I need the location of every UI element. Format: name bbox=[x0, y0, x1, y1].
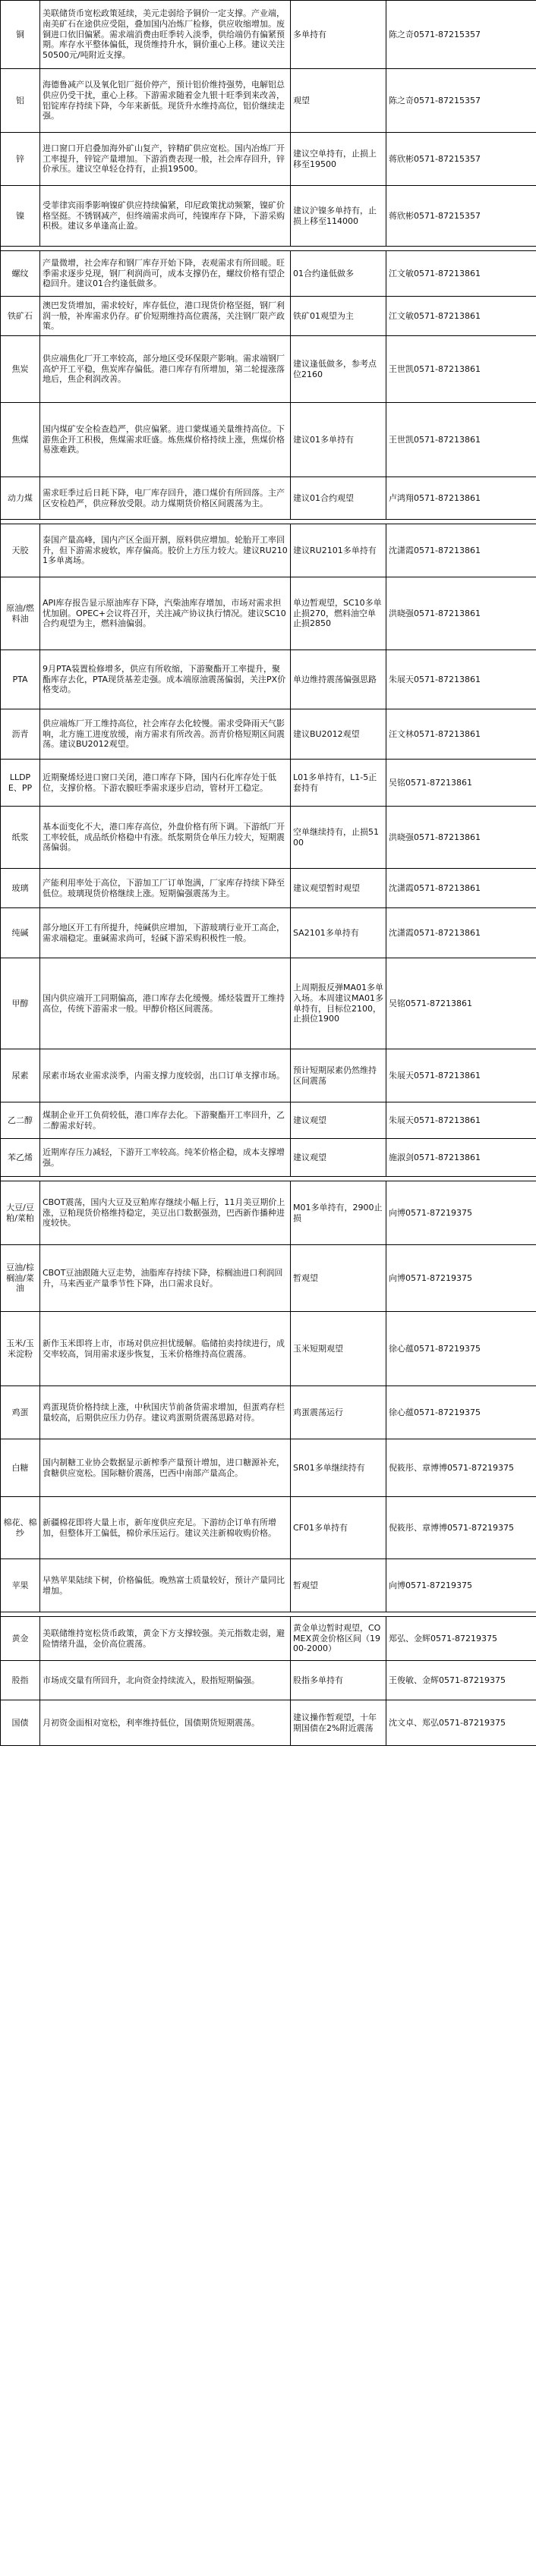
analyst-contact: 向博0571-87219375 bbox=[386, 1559, 536, 1612]
strategy-recommendation: 铁矿01观望为主 bbox=[291, 297, 386, 336]
commodity-row bbox=[1, 1700, 536, 1746]
analyst-contact: 卢鸿翔0571-87213861 bbox=[386, 477, 536, 520]
commodity-row bbox=[1, 1559, 536, 1612]
strategy-recommendation: 建议观望 bbox=[291, 1139, 386, 1177]
commodity-name: 玻璃 bbox=[1, 869, 40, 908]
commodity-row bbox=[1, 1312, 536, 1386]
commodity-row bbox=[1, 186, 536, 247]
market-view: 新疆棉花即将大量上市，新年度供应充足。下游纺企订单有所增加，但整体开工偏低，棉价承压运行。建议关注新棉收购价格。 bbox=[40, 1497, 291, 1559]
strategy-recommendation: 预计短期尿素仍然维持区间震荡 bbox=[291, 1049, 386, 1102]
analyst-contact: 洪晓强0571-87213861 bbox=[386, 807, 536, 869]
commodity-name: LLDPE、PP bbox=[1, 760, 40, 807]
analyst-contact: 吴铭0571-87213861 bbox=[386, 958, 536, 1049]
commodity-row bbox=[1, 1617, 536, 1661]
commodity-name: 纯碱 bbox=[1, 908, 40, 958]
analyst-contact: 沈潇霞0571-87213861 bbox=[386, 524, 536, 577]
market-view: 美联储维持宽松货币政策，黄金下方支撑较强。美元指数走弱，避险情绪升温，金价高位震荡。 bbox=[40, 1617, 291, 1661]
strategy-recommendation: 单边维持震荡偏强思路 bbox=[291, 650, 386, 709]
analyst-contact: 沈潇霞0571-87213861 bbox=[386, 869, 536, 908]
strategy-recommendation: 建议BU2012观望 bbox=[291, 709, 386, 760]
analyst-contact: 倪筱彤、章博博0571-87219375 bbox=[386, 1439, 536, 1497]
commodity-row bbox=[1, 1439, 536, 1497]
commodity-name: 鸡蛋 bbox=[1, 1386, 40, 1439]
commodity-name: 白糖 bbox=[1, 1439, 40, 1497]
strategy-recommendation: 01合约逢低做多 bbox=[291, 251, 386, 297]
strategy-recommendation: 空单继续持有，止损5100 bbox=[291, 807, 386, 869]
strategy-recommendation: 玉米短期观望 bbox=[291, 1312, 386, 1386]
commodity-name: 纸浆 bbox=[1, 807, 40, 869]
commodity-name: 尿素 bbox=[1, 1049, 40, 1102]
commodity-row bbox=[1, 69, 536, 133]
strategy-recommendation: CF01多单持有 bbox=[291, 1497, 386, 1559]
commodity-row bbox=[1, 1661, 536, 1700]
commodity-row bbox=[1, 1181, 536, 1245]
market-view: 供应端焦化厂开工率较高，部分地区受环保限产影响。需求端钢厂高炉开工平稳，焦炭库存偏低。港口库存有所增加，第二轮提涨落地后，焦企利润改善。 bbox=[40, 336, 291, 403]
analyst-contact: 吴铭0571-87213861 bbox=[386, 760, 536, 807]
strategy-recommendation: M01多单持有，2900止损 bbox=[291, 1181, 386, 1245]
commodity-name: 乙二醇 bbox=[1, 1102, 40, 1139]
analyst-contact: 洪晓强0571-87213861 bbox=[386, 577, 536, 650]
commodity-name: 焦煤 bbox=[1, 403, 40, 477]
analyst-contact: 沈潇霞0571-87213861 bbox=[386, 908, 536, 958]
commodity-name: 大豆/豆粕/菜粕 bbox=[1, 1181, 40, 1245]
commodity-row bbox=[1, 650, 536, 709]
strategy-recommendation: 观望 bbox=[291, 69, 386, 133]
strategy-recommendation: 建议01多单持有 bbox=[291, 403, 386, 477]
strategy-recommendation: 单边暂观望，SC10多单止损270，燃料油空单止损2850 bbox=[291, 577, 386, 650]
commodity-name: 苯乙烯 bbox=[1, 1139, 40, 1177]
analyst-contact: 陈之奇0571-87215357 bbox=[386, 69, 536, 133]
strategy-recommendation: 上周期报反弹MA01多单入场。本周建议MA01多单持有，目标位2100，止损位1900 bbox=[291, 958, 386, 1049]
market-view: 进口窗口开启叠加海外矿山复产，锌精矿供应宽松。国内冶炼厂开工率提升，锌锭产量增加。下游消费表现一般，社会库存回升，锌价承压。建议空单轻仓持有，止损19500。 bbox=[40, 133, 291, 186]
market-view: CBOT震荡，国内大豆及豆粕库存继续小幅上行，11月美豆期价上涨，豆粕现货价格维持稳定，美豆出口数据强劲，巴西新作播种进度较快。 bbox=[40, 1181, 291, 1245]
market-view: 国内供应端开工同期偏高，港口库存去化缓慢。烯烃装置开工维持高位，传统下游需求一般。甲醇价格区间震荡。 bbox=[40, 958, 291, 1049]
analyst-contact: 朱展天0571-87213861 bbox=[386, 1049, 536, 1102]
market-view: 煤制企业开工负荷较低，港口库存去化。下游聚酯开工率回升，乙二醇需求好转。 bbox=[40, 1102, 291, 1139]
commodity-name: 股指 bbox=[1, 1661, 40, 1700]
strategy-recommendation: SA2101多单持有 bbox=[291, 908, 386, 958]
commodity-name: 螺纹 bbox=[1, 251, 40, 297]
commodity-name: 国债 bbox=[1, 1700, 40, 1746]
commodity-row bbox=[1, 577, 536, 650]
market-view: 新作玉米即将上市，市场对供应担忧缓解。临储拍卖持续进行，成交率较高，饲用需求逐步恢复，玉米价格维持高位震荡。 bbox=[40, 1312, 291, 1386]
commodity-name: 黄金 bbox=[1, 1617, 40, 1661]
commodity-name: 镍 bbox=[1, 186, 40, 247]
analyst-contact: 朱展天0571-87213861 bbox=[386, 650, 536, 709]
commodity-row bbox=[1, 1049, 536, 1102]
commodity-name: PTA bbox=[1, 650, 40, 709]
analyst-contact: 汪文林0571-87213861 bbox=[386, 709, 536, 760]
commodity-row bbox=[1, 1497, 536, 1559]
commodity-name: 棉花、棉纱 bbox=[1, 1497, 40, 1559]
analyst-contact: 徐心蕴0571-87219375 bbox=[386, 1312, 536, 1386]
strategy-recommendation: L01多单持有，L1-5正套持有 bbox=[291, 760, 386, 807]
commodity-row bbox=[1, 251, 536, 297]
market-view: 澳巴发货增加，需求较好，库存低位，港口现货价格坚挺，钢厂利润一般，补库需求仍存。矿价短期维持高位震荡，关注钢厂限产政策。 bbox=[40, 297, 291, 336]
commodity-row bbox=[1, 133, 536, 186]
market-view: 早熟苹果陆续下树，价格偏低。晚熟富士质量较好，预计产量同比增加。 bbox=[40, 1559, 291, 1612]
commodity-row bbox=[1, 297, 536, 336]
analyst-contact: 陈之奇0571-87215357 bbox=[386, 1, 536, 69]
market-view: 9月PTA装置检修增多，供应有所收缩，下游聚酯开工率提升，聚酯库存去化，PTA现货基差走强。成本端原油震荡偏弱，关注PX价格变动。 bbox=[40, 650, 291, 709]
commodity-row bbox=[1, 1386, 536, 1439]
analyst-contact: 王世凯0571-87213861 bbox=[386, 403, 536, 477]
market-view: 市场成交量有所回升，北向资金持续流入，股指短期偏强。 bbox=[40, 1661, 291, 1700]
strategy-recommendation: 建议逢低做多，参考点位2160 bbox=[291, 336, 386, 403]
strategy-recommendation: 暂观望 bbox=[291, 1245, 386, 1312]
commodity-name: 铁矿石 bbox=[1, 297, 40, 336]
commodity-row bbox=[1, 958, 536, 1049]
market-view: 月初资金面相对宽松，利率维持低位，国债期货短期震荡。 bbox=[40, 1700, 291, 1746]
commodity-row bbox=[1, 869, 536, 908]
commodity-row bbox=[1, 524, 536, 577]
market-view: 海德鲁减产以及氧化铝厂挺价停产，预计铝价维持强势，电解铝总供应仍受干扰，重心上移。下游需求随着金九银十旺季到来改善，铝锭库存持续下降，今年来新低。现货升水维持高位，铝价继续走强。 bbox=[40, 69, 291, 133]
strategy-recommendation: 多单持有 bbox=[291, 1, 386, 69]
commodity-row bbox=[1, 1102, 536, 1139]
commodity-name: 沥青 bbox=[1, 709, 40, 760]
commodity-name: 豆油/棕榈油/菜油 bbox=[1, 1245, 40, 1312]
market-view: 国内制糖工业协会数据显示新榨季产量预计增加，进口糖源补充，食糖供应宽松。国际糖价震荡，巴西中南部产量高企。 bbox=[40, 1439, 291, 1497]
strategy-recommendation: 建议操作暂观望，十年期国债在2%附近震荡 bbox=[291, 1700, 386, 1746]
commodity-row bbox=[1, 336, 536, 403]
commodity-row bbox=[1, 477, 536, 520]
market-view: CBOT豆油跟随大豆走势，油脂库存持续下降，棕榈油进口利润回升，马来西亚产量季节性下降，出口需求良好。 bbox=[40, 1245, 291, 1312]
analyst-contact: 倪筱彤、章博博0571-87219375 bbox=[386, 1497, 536, 1559]
commodity-row bbox=[1, 760, 536, 807]
commodity-name: 动力煤 bbox=[1, 477, 40, 520]
commodity-row bbox=[1, 807, 536, 869]
market-view: 鸡蛋现货价格持续上涨，中秋国庆节前备货需求增加，但蛋鸡存栏量较高，后期供应压力仍存。建议鸡蛋期货震荡思路对待。 bbox=[40, 1386, 291, 1439]
strategy-recommendation: 建议沪镍多单持有，止损上移至114000 bbox=[291, 186, 386, 247]
commodity-row bbox=[1, 1245, 536, 1312]
strategy-recommendation: 建议观望 bbox=[291, 1102, 386, 1139]
commodity-name: 苹果 bbox=[1, 1559, 40, 1612]
commodity-name: 玉米/玉米淀粉 bbox=[1, 1312, 40, 1386]
commodity-row bbox=[1, 1139, 536, 1177]
commodity-row bbox=[1, 403, 536, 477]
analyst-contact: 施淑剑0571-87213861 bbox=[386, 1139, 536, 1177]
strategy-recommendation: 建议观望暂时观望 bbox=[291, 869, 386, 908]
market-view: 供应端炼厂开工维持高位，社会库存去化较慢。需求受降雨天气影响，北方施工进度放缓，南方需求有所改善。沥青价格短期区间震荡。建议BU2012观望。 bbox=[40, 709, 291, 760]
analyst-contact: 王俊敏、金辉0571-87219375 bbox=[386, 1661, 536, 1700]
strategy-recommendation: 黄金单边暂时观望，COMEX黄金价格区间（1900-2000） bbox=[291, 1617, 386, 1661]
market-view: 近期库存压力减轻，下游开工率较高。纯苯价格企稳，成本支撑增强。 bbox=[40, 1139, 291, 1177]
market-view: 国内煤矿安全检查趋严，供应偏紧。进口蒙煤通关量维持高位。下游焦企开工积极，焦煤需求旺盛。炼焦煤价格持续上涨，焦煤价格易涨难跌。 bbox=[40, 403, 291, 477]
analyst-contact: 徐心蕴0571-87219375 bbox=[386, 1386, 536, 1439]
analyst-contact: 江文敏0571-87213861 bbox=[386, 251, 536, 297]
commodity-name: 锌 bbox=[1, 133, 40, 186]
commodity-name: 原油/燃料油 bbox=[1, 577, 40, 650]
market-view: 美联储货币宽松政策延续，美元走弱给予铜价一定支撑。产业端，南美矿石在途供应受阻，叠加国内冶炼厂检修，供应收缩增加。废铜进口依旧偏紧。需求端消费由旺季转入淡季，供给端仍有偏紧预期。库存水平整体偏低，现货维持升水，铜价重心上移。建议关注50500元/吨附近支撑。 bbox=[40, 1, 291, 69]
market-view: 产量微增，社会库存和钢厂库存开始下降，表观需求有所回暖。旺季需求逐步兑现，钢厂利润尚可，成本支撑仍在，螺纹价格有望企稳回升。建议01合约逢低做多。 bbox=[40, 251, 291, 297]
strategy-recommendation: 建议01合约观望 bbox=[291, 477, 386, 520]
market-view: 产能利用率处于高位，下游加工厂订单饱满，厂家库存持续下降至低位。玻璃现货价格继续上涨。短期偏强震荡为主。 bbox=[40, 869, 291, 908]
analyst-contact: 向博0571-87219375 bbox=[386, 1181, 536, 1245]
market-view: 部分地区开工有所提升，纯碱供应增加，下游玻璃行业开工高企，需求端稳定。重碱需求尚可，轻碱下游采购积极性一般。 bbox=[40, 908, 291, 958]
strategy-recommendation: 暂观望 bbox=[291, 1559, 386, 1612]
strategy-recommendation: 建议RU2101多单持有 bbox=[291, 524, 386, 577]
analyst-contact: 朱展天0571-87213861 bbox=[386, 1102, 536, 1139]
strategy-recommendation: SR01多单继续持有 bbox=[291, 1439, 386, 1497]
commodity-name: 焦炭 bbox=[1, 336, 40, 403]
analyst-contact: 蒋欣彬0571-87215357 bbox=[386, 186, 536, 247]
analyst-contact: 江文敏0571-87213861 bbox=[386, 297, 536, 336]
commodity-row bbox=[1, 709, 536, 760]
commodity-name: 甲醇 bbox=[1, 958, 40, 1049]
strategy-recommendation: 股指多单持有 bbox=[291, 1661, 386, 1700]
analyst-contact: 沈文卓、郑弘0571-87219375 bbox=[386, 1700, 536, 1746]
market-view: 受菲律宾雨季影响镍矿供应持续偏紧，印尼政策扰动频繁，镍矿价格坚挺。不锈钢减产，但终端需求尚可，纯镍库存下降，下游采购积极。建议多单逢高止盈。 bbox=[40, 186, 291, 247]
market-view: API库存报告显示原油库存下降，汽柴油库存增加，市场对需求担忧加剧。OPEC+会议将召开，关注减产协议执行情况。建议SC10合约观望为主，燃料油偏弱。 bbox=[40, 577, 291, 650]
market-view: 基本面变化不大，港口库存高位，外盘价格有所下调。下游纸厂开工率较低，成品纸价格稳中有涨。纸浆期货仓单压力较大，短期震荡偏弱。 bbox=[40, 807, 291, 869]
commodity-name: 铜 bbox=[1, 1, 40, 69]
market-view: 需求旺季过后日耗下降，电厂库存回升，港口煤价有所回落。主产区安检趋严，供应释放受限。动力煤期货价格区间震荡为主。 bbox=[40, 477, 291, 520]
analyst-contact: 向博0571-87219375 bbox=[386, 1245, 536, 1312]
market-view: 近期聚烯烃进口窗口关闭，港口库存下降，国内石化库存处于低位，支撑价格。下游农膜旺季需求逐步启动，管材开工稳定。 bbox=[40, 760, 291, 807]
commodity-row bbox=[1, 908, 536, 958]
commodity-row bbox=[1, 1, 536, 69]
commodity-name: 天胶 bbox=[1, 524, 40, 577]
commodity-name: 铝 bbox=[1, 69, 40, 133]
strategy-table-body bbox=[1, 1, 536, 1746]
analyst-contact: 郑弘、金辉0571-87219375 bbox=[386, 1617, 536, 1661]
strategy-recommendation: 建议空单持有，止损上移至19500 bbox=[291, 133, 386, 186]
strategy-recommendation: 鸡蛋震荡运行 bbox=[291, 1386, 386, 1439]
market-view: 泰国产量高峰，国内产区全面开割，原料供应增加。轮胎开工率回升，但下游需求疲软，库存偏高。胶价上方压力较大。建议RU2101多单离场。 bbox=[40, 524, 291, 577]
analyst-contact: 蒋欣彬0571-87215357 bbox=[386, 133, 536, 186]
analyst-contact: 王世凯0571-87213861 bbox=[386, 336, 536, 403]
market-view: 尿素市场农业需求淡季，内需支撑力度较弱，出口订单支撑市场。 bbox=[40, 1049, 291, 1102]
